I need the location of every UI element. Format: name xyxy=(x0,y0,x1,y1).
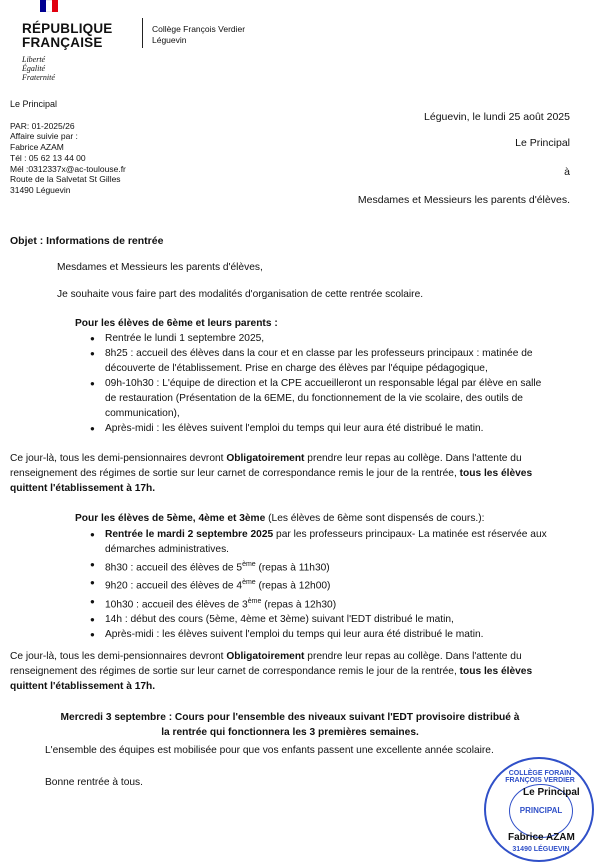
section2-item-apres-midi: ● Après-midi : les élèves suivent l'emploi du temps qui leur aura été distribué le matin. xyxy=(90,627,560,642)
devise-egalite: Égalité xyxy=(22,64,46,73)
section1-item-3: ● 09h-10h30 : L'équipe de direction et la CPE accueilleront un responsable légal par élève en salle de restauration (Présentation de la 6EME, du fonctionnement de la vie scolaire, des outils de communication), xyxy=(90,376,550,421)
paragraph-2: Ce jour-là, tous les demi-pensionnaires devront Obligatoirement prendre leur repas au collège. Dans l'attente du renseignement des régimes de sortie sur leur carnet de correspondance remis le jour de la rentrée, tous les élèves quittent l'établissement à 17h. xyxy=(10,651,533,692)
sender-mel[interactable]: Mél :0312337x@ac-toulouse.fr xyxy=(10,164,126,174)
sender-affaire-label: Affaire suivie par : xyxy=(10,131,78,141)
mercredi-paragraph: Mercredi 3 septembre : Cours pour l'ensemble des niveaux suivant l'EDT provisoire distribué à la rentrée qui fonctionnera les 3 premières semaines. xyxy=(60,712,520,738)
date-line: Léguevin, le lundi 25 août 2025 xyxy=(424,111,570,123)
sender-ref: PAR: 01-2025/26 xyxy=(10,121,75,131)
sender-address-2: 31490 Léguevin xyxy=(10,185,71,195)
flag-icon xyxy=(40,0,58,12)
paragraph-1: Ce jour-là, tous les demi-pensionnaires devront Obligatoirement prendre leur repas au collège. Dans l'attente du renseignement des régimes de sortie sur leur carnet de correspondance remis le jour de la rentrée, tous les élèves quittent l'établissement à 17h. xyxy=(10,453,533,494)
header-divider xyxy=(142,18,143,48)
section1-title: Pour les élèves de 6ème et leurs parents : xyxy=(75,318,278,329)
from-line: Le Principal xyxy=(515,137,570,149)
section1-item-2: ● 8h25 : accueil des élèves dans la cour et en classe par les professeurs principaux : matinée de découverte de l'établissement. Prise en charge des élèves par l'équipe pédagogique, xyxy=(90,346,550,376)
signature-title: Le Principal xyxy=(523,787,580,798)
section2-item-14h: ● 14h : début des cours (5ème, 4ème et 3ème) suivant l'EDT distribué le matin, xyxy=(90,612,560,627)
republique-line-1: RÉPUBLIQUE xyxy=(22,21,113,36)
to-line: Mesdames et Messieurs les parents d'élèves. xyxy=(357,194,570,206)
republique-line-2: FRANÇAISE xyxy=(22,35,103,50)
signature-name: Fabrice AZAM xyxy=(508,832,575,843)
section2-title: Pour les élèves de 5ème, 4ème et 3ème (Les élèves de 6ème sont dispensés de cours.): xyxy=(75,513,485,524)
stamp-center-text: PRINCIPAL xyxy=(519,806,563,815)
section1-item-1: ● Rentrée le lundi 1 septembre 2025, xyxy=(90,331,550,346)
section2-item-3eme: ● 10h30 : accueil des élèves de 3ème (repas à 12h30) xyxy=(90,594,560,612)
devise-fraternite: Fraternité xyxy=(22,73,55,82)
bonne-rentree: Bonne rentrée à tous. xyxy=(45,777,143,788)
college-name: Collège François Verdier xyxy=(152,24,246,34)
stamp-bottom-text: 31490 LÉGUEVIN xyxy=(512,846,570,853)
intro: Je souhaite vous faire part des modalités d'organisation de cette rentrée scolaire. xyxy=(57,289,424,300)
sender-title: Le Principal xyxy=(10,99,58,109)
section2-item-5eme: ● 8h30 : accueil des élèves de 5ème (repas à 11h30) xyxy=(90,557,560,575)
section1-list xyxy=(90,331,550,436)
section2-item-rentree: ● Rentrée le mardi 2 septembre 2025 par les professeurs principaux- La matinée est réservée aux démarches administratives. xyxy=(90,527,560,557)
sender-tel: Tél : 05 62 13 44 00 xyxy=(10,153,86,163)
section1-item-4: ● Après-midi : les élèves suivent l'emploi du temps qui leur aura été distribué le matin. xyxy=(90,421,550,436)
equipes-paragraph: L'ensemble des équipes est mobilisée pour que vos enfants passent une excellente année scolaire. xyxy=(45,745,494,756)
salutation: Mesdames et Messieurs les parents d'élèves, xyxy=(57,262,263,273)
a-line: à xyxy=(564,166,570,178)
section2-item-4eme: ● 9h20 : accueil des élèves de 4ème (repas à 12h00) xyxy=(90,575,560,593)
objet-line: Objet : Informations de rentrée xyxy=(10,235,164,247)
college-town: Léguevin xyxy=(152,35,187,45)
section2-list xyxy=(90,527,560,642)
sender-affaire-name: Fabrice AZAM xyxy=(10,142,64,152)
sender-address-1: Route de la Salvetat St Gilles xyxy=(10,174,121,184)
stamp-ring-text: COLLÈGE FORAIN FRANÇOIS VERDIER xyxy=(505,770,575,784)
devise-liberte: Liberté xyxy=(22,55,46,64)
